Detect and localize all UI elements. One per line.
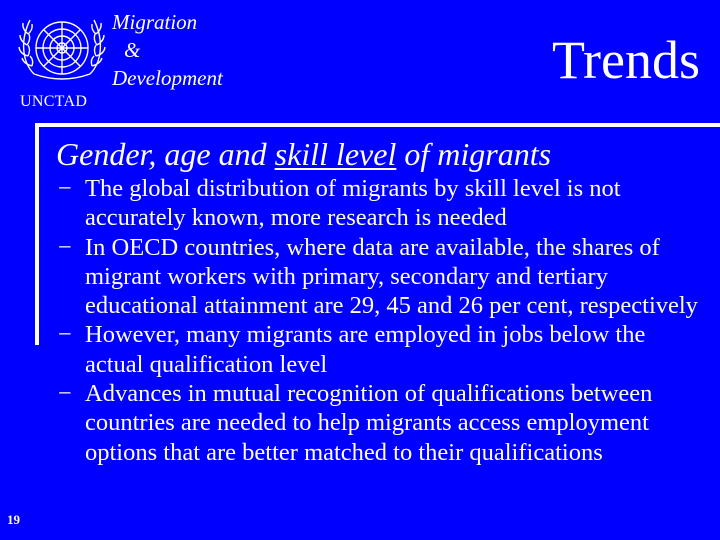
bullet-text: Advances in mutual recognition of qualifications between countries are needed to help migrants access employment options that are better matched to their qualifications [85,380,653,466]
bullet-item [58,233,698,321]
un-emblem-icon [18,8,106,88]
heading-text-part-1: Gender, age and [56,136,275,172]
slide-subtitle [112,8,223,92]
frame-top-line [35,123,720,127]
slide-heading [56,134,551,174]
bullet-dash: − [58,380,72,408]
bullet-dash: − [58,233,72,261]
frame-left-line [35,123,39,345]
bullet-item [58,320,698,379]
subtitle-line-1: Migration [112,10,198,34]
bullet-dash: − [58,175,72,202]
heading-text-part-2: of migrants [396,136,552,172]
section-title: Trends [551,30,700,90]
bullet-item [58,174,698,233]
org-label: UNCTAD [20,93,88,110]
bullet-list [58,174,698,467]
subtitle-line-2: & [124,38,141,62]
subtitle-line-3: Development [112,66,223,90]
bullet-text: In OECD countries, where data are available, the shares of migrant workers with primary, secondary and tertiary educational attainment are 29, 45 and 26 per cent, respectively [85,233,698,320]
heading-underlined-text: skill level [274,136,397,172]
bullet-text: However, many migrants are employed in jobs below the actual qualification level [85,321,646,378]
bullet-item [58,379,698,467]
page-number: 19 [7,512,20,527]
bullet-text: The global distribution of migrants by skill level is not accurately known, more research is needed [85,175,621,232]
bullet-dash: − [58,321,72,349]
